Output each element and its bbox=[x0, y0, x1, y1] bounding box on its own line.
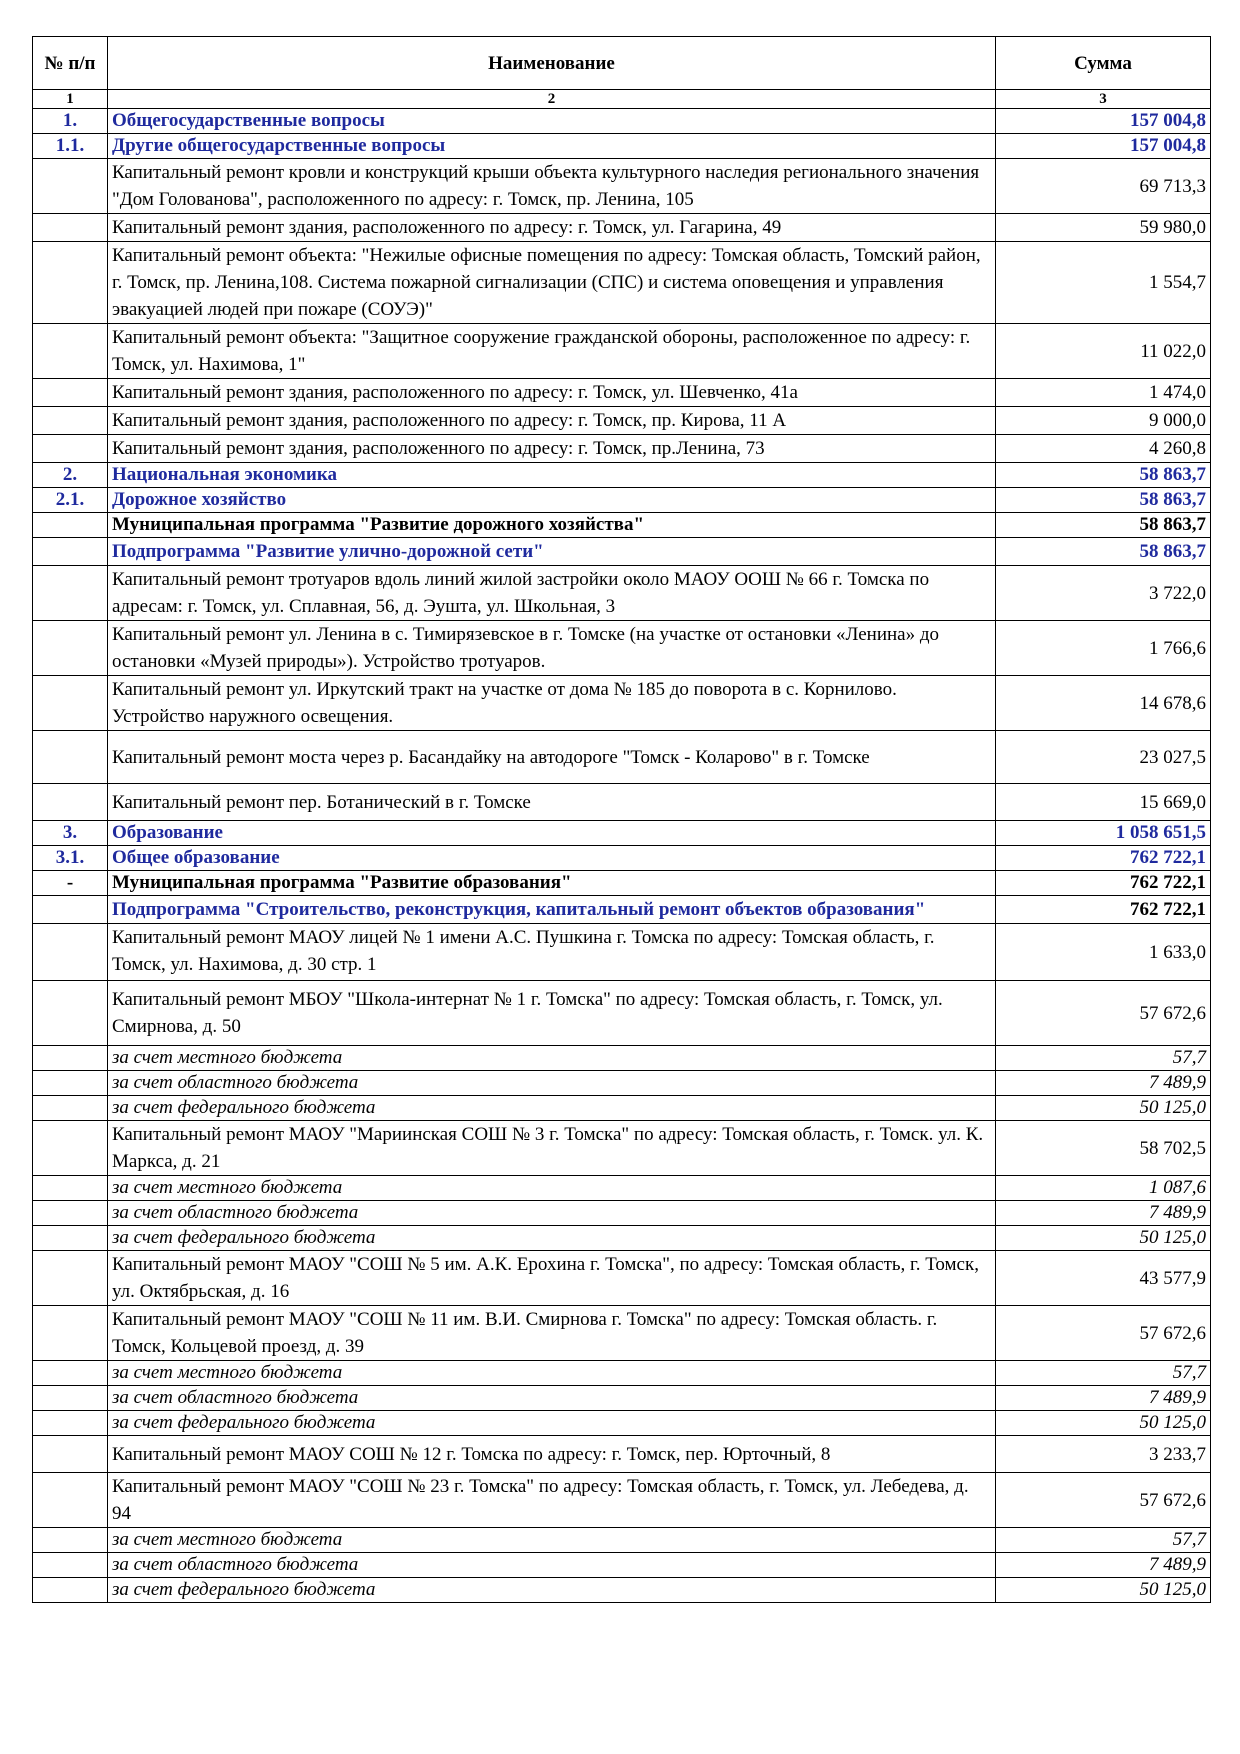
row-number: 3.1. bbox=[33, 846, 108, 871]
row-sum: 3 722,0 bbox=[996, 566, 1211, 621]
row-number bbox=[33, 1251, 108, 1306]
fund-row bbox=[33, 1096, 1211, 1121]
row-sum: 57 672,6 bbox=[996, 1306, 1211, 1361]
fund-row bbox=[33, 1176, 1211, 1201]
item-row bbox=[33, 1251, 1211, 1306]
row-name-cell bbox=[108, 924, 996, 981]
header-number: № п/п bbox=[33, 37, 108, 90]
item-row bbox=[33, 981, 1211, 1046]
row-number bbox=[33, 242, 108, 324]
row-name: Капитальный ремонт здания, расположенного по адресу: г. Томск, пр. Кирова, 11 А bbox=[108, 407, 996, 435]
row-sum: 58 702,5 bbox=[996, 1121, 1211, 1176]
row-sum: 58 863,7 bbox=[996, 513, 1211, 538]
column-number-row bbox=[33, 90, 1211, 109]
row-sum: 50 125,0 bbox=[996, 1096, 1211, 1121]
row-name: Общегосударственные вопросы bbox=[108, 109, 996, 134]
table-header-row bbox=[33, 37, 1211, 90]
fund-row bbox=[33, 1201, 1211, 1226]
column-number-3: 3 bbox=[996, 90, 1211, 109]
item-row bbox=[33, 159, 1211, 214]
row-name: за счет федерального бюджета bbox=[108, 1411, 996, 1436]
row-sum: 14 678,6 bbox=[996, 676, 1211, 731]
row-name: за счет областного бюджета bbox=[108, 1553, 996, 1578]
row-number bbox=[33, 1578, 108, 1603]
row-number: 2. bbox=[33, 463, 108, 488]
row-name: Капитальный ремонт МАОУ "Мариинская СОШ № 3 г. Томска" по адресу: Томская область, г. Томск. ул. К. Маркса, д. 21 bbox=[108, 1121, 996, 1176]
row-name: Дорожное хозяйство bbox=[108, 488, 996, 513]
fund-row bbox=[33, 1046, 1211, 1071]
row-number bbox=[33, 1436, 108, 1473]
row-number bbox=[33, 1553, 108, 1578]
subsection-row bbox=[33, 846, 1211, 871]
row-sum: 50 125,0 bbox=[996, 1226, 1211, 1251]
column-number-2: 2 bbox=[108, 90, 996, 109]
item-row bbox=[33, 621, 1211, 676]
row-number bbox=[33, 566, 108, 621]
row-sum: 7 489,9 bbox=[996, 1386, 1211, 1411]
row-name: Муниципальная программа "Развитие дорожного хозяйства" bbox=[108, 513, 996, 538]
row-number bbox=[33, 1121, 108, 1176]
row-number bbox=[33, 435, 108, 463]
subsection-row bbox=[33, 134, 1211, 159]
row-sum: 762 722,1 bbox=[996, 846, 1211, 871]
section-row bbox=[33, 821, 1211, 846]
row-name: Образование bbox=[108, 821, 996, 846]
subprogram-row bbox=[33, 896, 1211, 924]
row-name: Общее образование bbox=[108, 846, 996, 871]
row-number bbox=[33, 896, 108, 924]
row-name: Капитальный ремонт объекта: "Защитное сооружение гражданской обороны, расположенное по адресу: г. Томск, ул. Нахимова, 1" bbox=[108, 324, 996, 379]
row-sum: 1 058 651,5 bbox=[996, 821, 1211, 846]
row-name: Капитальный ремонт МБОУ "Школа-интернат № 1 г. Томска" по адресу: Томская область, г. Томск, ул. Смирнова, д. 50 bbox=[108, 981, 996, 1046]
row-name: Капитальный ремонт здания, расположенного по адресу: г. Томск, пр.Ленина, 73 bbox=[108, 435, 996, 463]
row-sum: 23 027,5 bbox=[996, 731, 1211, 784]
row-sum: 15 669,0 bbox=[996, 784, 1211, 821]
fund-row bbox=[33, 1386, 1211, 1411]
row-sum: 11 022,0 bbox=[996, 324, 1211, 379]
item-row bbox=[33, 1436, 1211, 1473]
row-sum: 50 125,0 bbox=[996, 1578, 1211, 1603]
fund-row bbox=[33, 1361, 1211, 1386]
row-name: Капитальный ремонт тротуаров вдоль линий жилой застройки около МАОУ ООШ № 66 г. Томска по адресам: г. Томск, ул. Сплавная, 56, д. Эушта, ул. Школьная, 3 bbox=[108, 566, 996, 621]
item-row bbox=[33, 1306, 1211, 1361]
row-number bbox=[33, 1096, 108, 1121]
row-sum: 59 980,0 bbox=[996, 214, 1211, 242]
row-sum: 43 577,9 bbox=[996, 1251, 1211, 1306]
row-name: Капитальный ремонт МАОУ "СОШ № 11 им. В.И. Смирнова г. Томска" по адресу: Томская область. г. Томск, Кольцевой проезд, д. 39 bbox=[108, 1306, 996, 1361]
row-name: за счет областного бюджета bbox=[108, 1386, 996, 1411]
column-number-1: 1 bbox=[33, 90, 108, 109]
row-number bbox=[33, 379, 108, 407]
header-name: Наименование bbox=[108, 37, 996, 90]
row-number bbox=[33, 1473, 108, 1528]
row-sum: 58 863,7 bbox=[996, 463, 1211, 488]
row-number bbox=[33, 981, 108, 1046]
item-row bbox=[33, 407, 1211, 435]
row-name: Капитальный ремонт МАОУ лицей № 1 имени А.С. Пушкина г. Томска по адресу: Томская область, г. Томск, ул. Нахимова, д. 30 стр. 1 bbox=[112, 927, 935, 975]
row-sum: 1 087,6 bbox=[996, 1176, 1211, 1201]
program-row bbox=[33, 513, 1211, 538]
row-name: за счет федерального бюджета bbox=[108, 1096, 996, 1121]
section-row bbox=[33, 109, 1211, 134]
row-number bbox=[33, 784, 108, 821]
item-row bbox=[33, 435, 1211, 463]
row-number: 1.1. bbox=[33, 134, 108, 159]
fund-row bbox=[33, 1071, 1211, 1096]
row-name: за счет местного бюджета bbox=[108, 1176, 996, 1201]
row-number: - bbox=[33, 871, 108, 896]
item-row bbox=[33, 242, 1211, 324]
row-sum: 157 004,8 bbox=[996, 109, 1211, 134]
row-number bbox=[33, 324, 108, 379]
row-sum: 762 722,1 bbox=[996, 896, 1211, 924]
row-name: Муниципальная программа "Развитие образования" bbox=[108, 871, 996, 896]
row-sum: 57,7 bbox=[996, 1361, 1211, 1386]
row-number bbox=[33, 731, 108, 784]
row-number bbox=[33, 214, 108, 242]
row-number bbox=[33, 1386, 108, 1411]
row-sum: 57,7 bbox=[996, 1046, 1211, 1071]
row-name: Капитальный ремонт МАОУ "СОШ № 23 г. Томска" по адресу: Томская область, г. Томск, ул. Лебедева, д. 94 bbox=[108, 1473, 996, 1528]
row-number bbox=[33, 1046, 108, 1071]
row-number: 1. bbox=[33, 109, 108, 134]
row-number bbox=[33, 924, 108, 981]
fund-row bbox=[33, 1578, 1211, 1603]
row-number bbox=[33, 1528, 108, 1553]
row-sum: 57 672,6 bbox=[996, 1473, 1211, 1528]
row-sum: 50 125,0 bbox=[996, 1411, 1211, 1436]
row-sum: 3 233,7 bbox=[996, 1436, 1211, 1473]
row-name: за счет местного бюджета bbox=[108, 1046, 996, 1071]
row-number bbox=[33, 1361, 108, 1386]
row-name: Капитальный ремонт МАОУ "СОШ № 5 им. А.К. Ерохина г. Томска", по адресу: Томская область, г. Томск, ул. Октябрьская, д. 16 bbox=[108, 1251, 996, 1306]
row-name: за счет федерального бюджета bbox=[108, 1226, 996, 1251]
row-number bbox=[33, 1306, 108, 1361]
cut-row bbox=[33, 924, 1211, 981]
header-sum: Сумма bbox=[996, 37, 1211, 90]
row-sum: 1 474,0 bbox=[996, 379, 1211, 407]
row-sum: 58 863,7 bbox=[996, 488, 1211, 513]
item-row bbox=[33, 676, 1211, 731]
section-row bbox=[33, 463, 1211, 488]
row-name: Капитальный ремонт МАОУ СОШ № 12 г. Томска по адресу: г. Томск, пер. Юрточный, 8 bbox=[108, 1436, 996, 1473]
row-sum: 58 863,7 bbox=[996, 538, 1211, 566]
row-name: Капитальный ремонт объекта: "Нежилые офисные помещения по адресу: Томская область, Томский район, г. Томск, пр. Ленина,108. Система пожарной сигнализации (СПС) и система оповещения и управления эвакуацией людей при пожаре (СОУЭ)" bbox=[108, 242, 996, 324]
row-sum: 157 004,8 bbox=[996, 134, 1211, 159]
subprogram-row bbox=[33, 538, 1211, 566]
program-row bbox=[33, 871, 1211, 896]
row-sum: 1 633,0 bbox=[996, 924, 1211, 981]
row-name: за счет областного бюджета bbox=[108, 1201, 996, 1226]
row-number bbox=[33, 1411, 108, 1436]
item-row bbox=[33, 731, 1211, 784]
row-name: Капитальный ремонт здания, расположенного по адресу: г. Томск, ул. Гагарина, 49 bbox=[108, 214, 996, 242]
item-row bbox=[33, 566, 1211, 621]
row-name: Капитальный ремонт здания, расположенного по адресу: г. Томск, ул. Шевченко, 41а bbox=[108, 379, 996, 407]
row-name: за счет местного бюджета bbox=[108, 1528, 996, 1553]
row-name: за счет областного бюджета bbox=[108, 1071, 996, 1096]
row-number: 3. bbox=[33, 821, 108, 846]
row-name: Национальная экономика bbox=[108, 463, 996, 488]
row-number bbox=[33, 1226, 108, 1251]
row-sum: 762 722,1 bbox=[996, 871, 1211, 896]
budget-document bbox=[32, 36, 1210, 1603]
row-number bbox=[33, 159, 108, 214]
subsection-row bbox=[33, 488, 1211, 513]
row-number bbox=[33, 621, 108, 676]
row-sum: 7 489,9 bbox=[996, 1201, 1211, 1226]
row-number bbox=[33, 676, 108, 731]
row-sum: 4 260,8 bbox=[996, 435, 1211, 463]
fund-row bbox=[33, 1226, 1211, 1251]
row-number bbox=[33, 513, 108, 538]
row-name: Капитальный ремонт пер. Ботанический в г. Томске bbox=[108, 784, 996, 821]
row-sum: 69 713,3 bbox=[996, 159, 1211, 214]
item-row bbox=[33, 1473, 1211, 1528]
item-row bbox=[33, 324, 1211, 379]
row-number bbox=[33, 538, 108, 566]
budget-table bbox=[32, 36, 1211, 1603]
row-number: 2.1. bbox=[33, 488, 108, 513]
row-sum: 9 000,0 bbox=[996, 407, 1211, 435]
row-name: Другие общегосударственные вопросы bbox=[108, 134, 996, 159]
row-name: Капитальный ремонт кровли и конструкций крыши объекта культурного наследия регионального значения "Дом Голованова", расположенного по адресу: г. Томск, пр. Ленина, 105 bbox=[108, 159, 996, 214]
row-name: за счет федерального бюджета bbox=[108, 1578, 996, 1603]
row-sum: 7 489,9 bbox=[996, 1553, 1211, 1578]
row-sum: 57 672,6 bbox=[996, 981, 1211, 1046]
row-name: Капитальный ремонт ул. Иркутский тракт на участке от дома № 185 до поворота в с. Корнилово. Устройство наружного освещения. bbox=[108, 676, 996, 731]
row-name: за счет местного бюджета bbox=[108, 1361, 996, 1386]
row-sum: 1 766,6 bbox=[996, 621, 1211, 676]
fund-row bbox=[33, 1411, 1211, 1436]
row-number bbox=[33, 1071, 108, 1096]
item-row bbox=[33, 784, 1211, 821]
row-name: Капитальный ремонт ул. Ленина в с. Тимирязевское в г. Томске (на участке от остановки «Ленина» до остановки «Музей природы»). Устройство тротуаров. bbox=[108, 621, 996, 676]
row-sum: 7 489,9 bbox=[996, 1071, 1211, 1096]
row-name: Подпрограмма "Строительство, реконструкция, капитальный ремонт объектов образования" bbox=[108, 896, 996, 924]
row-sum: 57,7 bbox=[996, 1528, 1211, 1553]
row-name: Подпрограмма "Развитие улично-дорожной сети" bbox=[108, 538, 996, 566]
item-row bbox=[33, 379, 1211, 407]
row-number bbox=[33, 1201, 108, 1226]
row-sum: 1 554,7 bbox=[996, 242, 1211, 324]
item-row bbox=[33, 214, 1211, 242]
fund-row bbox=[33, 1553, 1211, 1578]
row-number bbox=[33, 1176, 108, 1201]
row-number bbox=[33, 407, 108, 435]
row-name: Капитальный ремонт моста через р. Басандайку на автодороге "Томск - Коларово" в г. Томске bbox=[108, 731, 996, 784]
fund-row bbox=[33, 1528, 1211, 1553]
item-row bbox=[33, 1121, 1211, 1176]
